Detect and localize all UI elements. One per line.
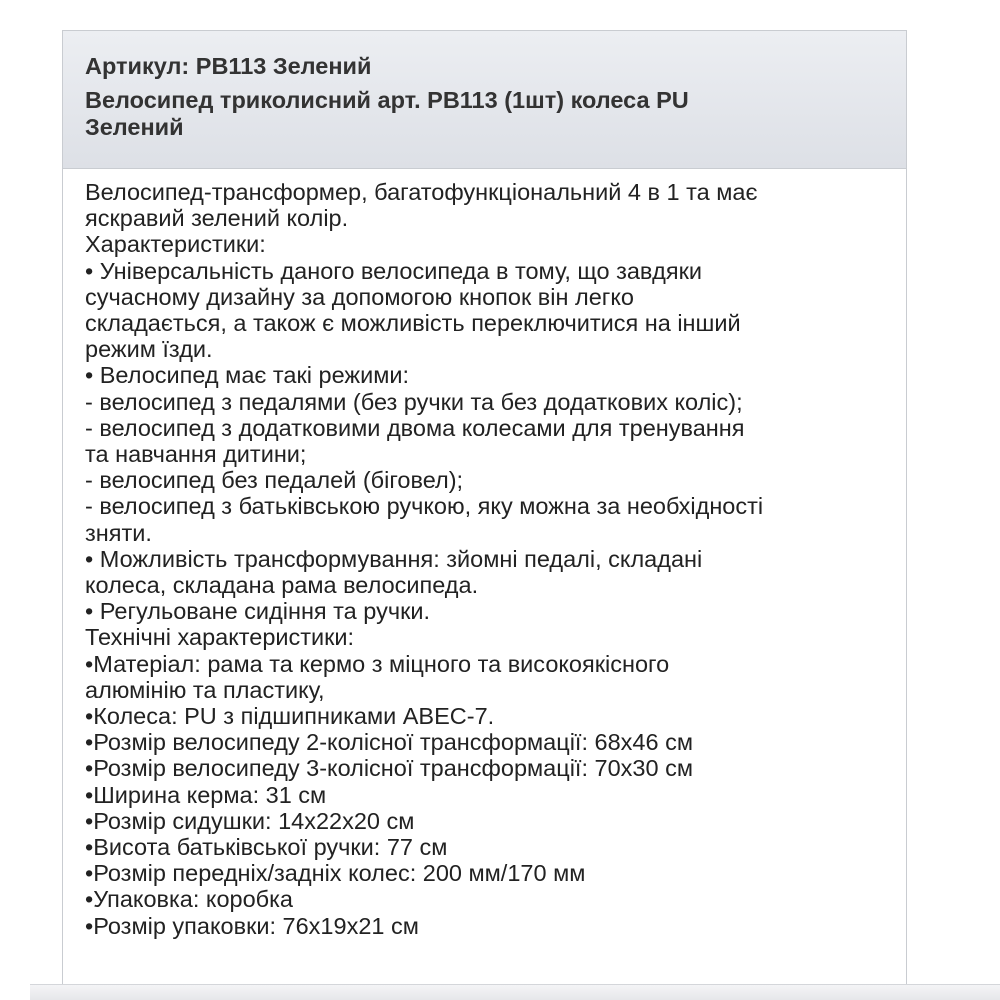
description-line: Характеристики: [85,231,266,258]
description-line: Технічні характеристики: [85,624,355,651]
description-line: •Розмір сидушки: 14х22х20 см [85,807,415,834]
description-line: складається, а також є можливість переключитися на інший [85,310,741,337]
description-line: • Велосипед має такі режими: [85,362,410,389]
sku-line: Артикул: PB113 Зелений [85,53,372,79]
description-line: •Висота батьківської ручки: 77 см [85,834,448,861]
description-line: режим їзди. [85,336,213,363]
product-description-panel [62,30,907,1000]
bottom-toolbar-strip [30,984,1000,1000]
description-line: • Можливість трансформування: зйомні педалі, складані [85,545,703,572]
description-line: Велосипед-трансформер, багатофункціональний 4 в 1 та має [85,179,758,205]
panel-header [63,31,906,169]
description-line: •Розмір велосипеду 3-колісної трансформації: 70х30 см [85,755,693,782]
product-title-line-1: Велосипед триколисний арт. PB113 (1шт) колеса PU [85,87,689,113]
description-line: •Розмір передніх/задніх колес: 200 мм/170 мм [85,860,586,887]
description-line: •Колеса: PU з підшипниками ABEC-7. [85,703,495,730]
description-line: зняти. [85,519,152,546]
description-line: колеса, складана рама велосипеда. [85,572,479,599]
description-line: яскравий зелений колір. [85,205,349,232]
description-line: •Ширина керма: 31 см [85,781,327,808]
description-line: •Розмір велосипеду 2-колісної трансформації: 68х46 см [85,729,693,756]
description-line: та навчання дитини; [85,441,307,468]
description-line: •Упаковка: коробка [85,886,294,913]
description-line: •Матеріал: рама та кермо з міцного та високоякісного [85,650,670,677]
description-line: • Регульоване сидіння та ручки. [85,598,431,625]
description-line: сучасному дизайну за допомогою кнопок він легко [85,283,634,310]
description-line: - велосипед з педалями (без ручки та без додаткових коліс); [85,388,743,415]
description-body [63,169,906,939]
description-line: алюмінію та пластику, [85,676,325,703]
description-line: • Універсальність даного велосипеда в тому, що завдяки [85,257,702,284]
description-line: •Розмір упаковки: 76х19х21 см [85,912,419,939]
product-title-line-2: Зелений [85,114,184,140]
description-line: - велосипед з батьківською ручкою, яку можна за необхідності [85,493,764,520]
description-line: - велосипед з додатковими двома колесами для тренування [85,414,745,441]
description-line: - велосипед без педалей (біговел); [85,467,464,494]
